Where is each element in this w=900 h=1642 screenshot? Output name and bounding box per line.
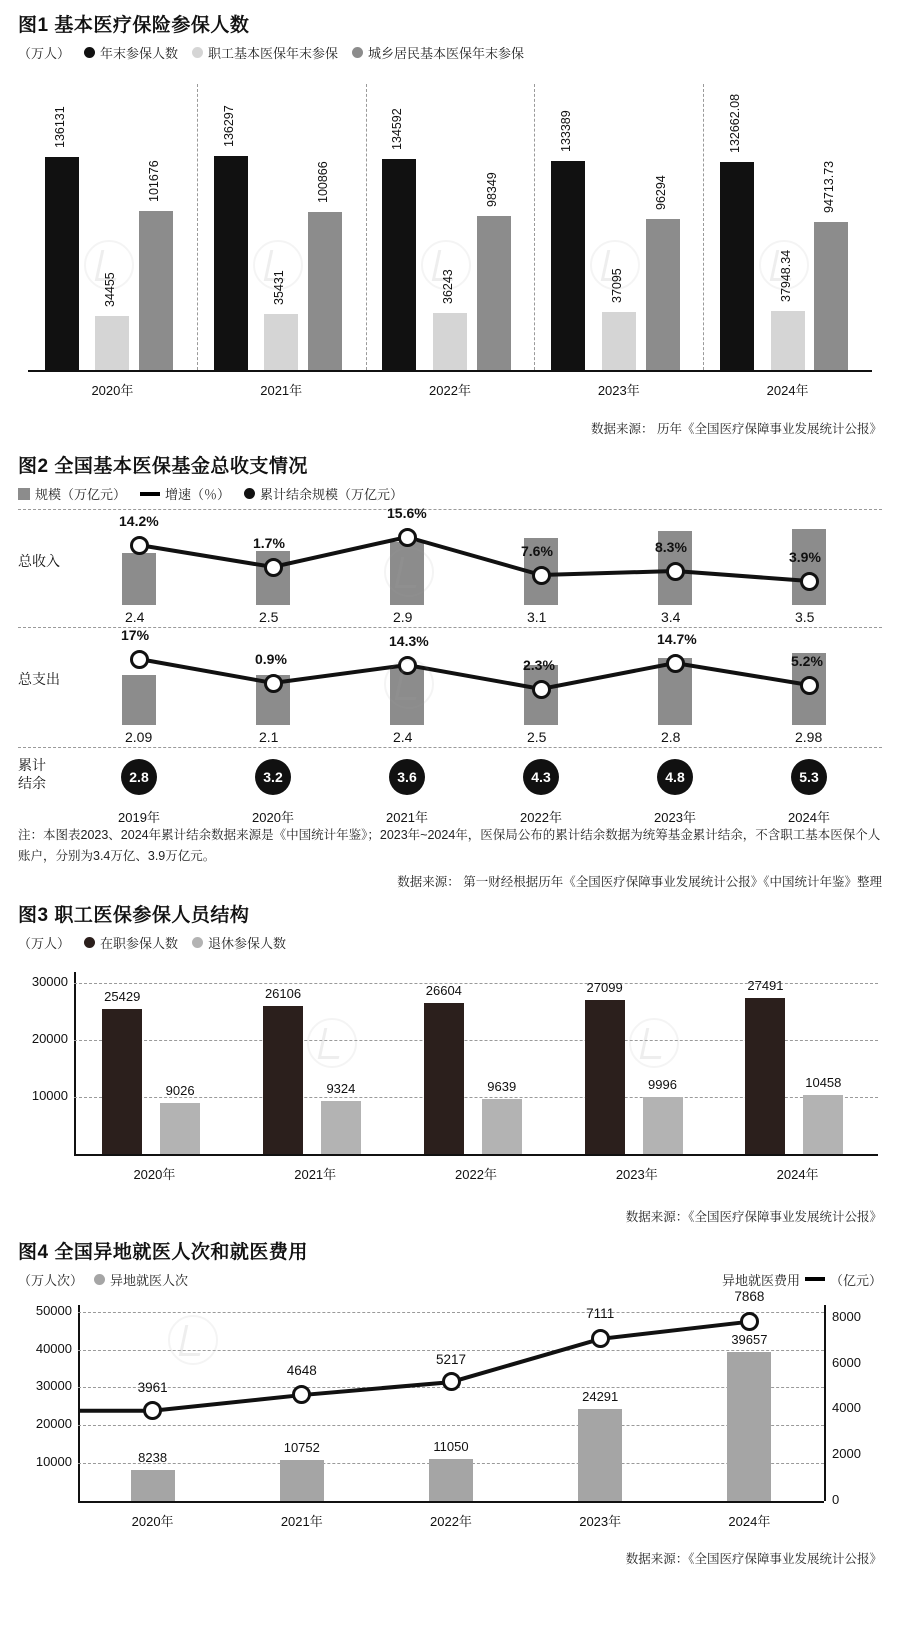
figure-4-title: 图4 全国异地就医人次和就医费用 xyxy=(18,1241,308,1263)
x-tick-label: 2023年 xyxy=(597,383,640,398)
bar-active xyxy=(102,1009,142,1154)
line-value-label: 7868 xyxy=(734,1289,765,1305)
bar-value-label xyxy=(390,108,404,153)
bar xyxy=(602,312,636,370)
bar-value-label xyxy=(103,272,117,310)
legend-label: 年末参保人数 xyxy=(100,46,179,61)
bar-value-text: 37095 xyxy=(609,268,624,303)
bar-value-label xyxy=(147,160,161,205)
bar xyxy=(477,216,511,370)
x-tick-label: 2020年 xyxy=(133,1166,176,1182)
legend-line-icon xyxy=(140,492,160,496)
bar-value-text: 35431 xyxy=(272,270,287,305)
bar xyxy=(264,314,298,370)
value-label-income: 3.5 xyxy=(795,609,815,625)
x-tick-label: 2022年 xyxy=(455,1166,497,1182)
bar-active xyxy=(424,1003,464,1154)
value-label-expense: 2.8 xyxy=(661,729,681,745)
row-label-balance-line2: 结余 xyxy=(18,774,46,791)
bar-value-label: 39657 xyxy=(731,1331,768,1347)
figure-1-unit: （万人） xyxy=(18,46,71,61)
row-label-income: 总收入 xyxy=(18,553,60,569)
legend-item-active xyxy=(84,933,178,952)
line-marker xyxy=(398,656,417,675)
figure-2-title: 图2 全国基本医保基金总收支情况 xyxy=(18,456,308,477)
watermark-logo xyxy=(629,1018,679,1068)
bar-retired xyxy=(803,1095,843,1154)
figure-2-source: 数据来源： 第一财经根据历年《全国医疗保障事业发展统计公报》《中国统计年鉴》整理 xyxy=(397,874,882,889)
figure-2-section xyxy=(0,437,900,890)
x-axis xyxy=(28,370,872,372)
figure-4-unit-right: （亿元） xyxy=(829,1272,882,1288)
x-tick-label: 2024年 xyxy=(766,383,809,398)
bar-value-label: 11050 xyxy=(433,1438,469,1454)
bar-retired xyxy=(160,1103,200,1154)
x-tick-label: 2024年 xyxy=(776,1166,819,1182)
growth-label-expense: 2.3% xyxy=(523,657,555,673)
legend-dot-icon xyxy=(192,47,203,58)
figure-3-legend xyxy=(18,933,882,952)
bar-value-text: 134592 xyxy=(390,108,405,150)
legend-dot-icon xyxy=(352,47,363,58)
x-tick-label: 2024年 xyxy=(788,810,830,825)
bar-value-text: 133389 xyxy=(559,110,574,152)
bar-value-label xyxy=(610,268,624,306)
growth-label-expense: 14.3% xyxy=(389,633,429,649)
bar-value-label xyxy=(779,250,793,305)
line-marker xyxy=(143,1401,162,1420)
bar xyxy=(45,157,79,370)
bar-value-label xyxy=(822,161,836,216)
legend-item-total xyxy=(84,43,178,62)
x-tick-label: 2020年 xyxy=(252,810,294,825)
bar-value-text: 136131 xyxy=(52,106,67,148)
bar-value-label: 25429 xyxy=(104,988,141,1004)
y-tick-label-right: 8000 xyxy=(832,1309,861,1325)
growth-label-income: 8.3% xyxy=(655,539,687,555)
legend-group-left xyxy=(18,1270,188,1289)
row-label-balance xyxy=(18,757,46,792)
legend-label: 异地就医人次 xyxy=(110,1272,189,1288)
bar-value-label: 10752 xyxy=(283,1439,320,1455)
x-axis xyxy=(74,1154,878,1156)
value-label-income: 2.5 xyxy=(259,609,279,625)
value-label-expense: 2.98 xyxy=(795,729,823,745)
bar-value-label: 27491 xyxy=(747,977,784,993)
bar xyxy=(646,219,680,370)
bar-value-label xyxy=(485,172,499,210)
bar-value-text: 101676 xyxy=(147,160,162,202)
legend-label: 在职参保人数 xyxy=(100,935,179,951)
bar-active xyxy=(585,1000,625,1154)
line-value-label: 5217 xyxy=(435,1351,467,1367)
value-label-income: 3.1 xyxy=(527,609,547,625)
legend-line-icon xyxy=(805,1277,825,1281)
bar-value-label: 9639 xyxy=(487,1078,517,1094)
bar xyxy=(214,156,248,370)
bar xyxy=(95,316,129,370)
bar-value-label xyxy=(441,269,455,307)
growth-label-income: 14.2% xyxy=(119,513,159,529)
bar-value-label: 9996 xyxy=(648,1076,677,1092)
line-value-label: 3961 xyxy=(137,1380,168,1396)
line-marker xyxy=(591,1329,610,1348)
row-label-expense: 总支出 xyxy=(18,671,60,687)
line-value-label: 7111 xyxy=(586,1306,615,1322)
value-label-income: 3.4 xyxy=(661,609,681,625)
figure-4-section xyxy=(0,1225,900,1581)
figure-1-section xyxy=(0,0,900,437)
x-tick-label: 2022年 xyxy=(430,1513,472,1529)
bar xyxy=(433,313,467,370)
bar-value-label xyxy=(272,270,286,308)
x-tick-label: 2020年 xyxy=(131,1513,174,1529)
bar-active xyxy=(263,1006,303,1154)
growth-label-income: 1.7% xyxy=(253,535,285,551)
bar-value-label xyxy=(728,94,742,156)
line-marker xyxy=(666,654,685,673)
value-label-expense: 2.09 xyxy=(125,729,153,745)
legend-group-right xyxy=(722,1270,882,1289)
x-tick-label: 2021年 xyxy=(294,1166,337,1182)
bar xyxy=(382,159,416,370)
bar-value-label xyxy=(316,161,330,206)
bar xyxy=(771,311,805,370)
row-divider xyxy=(18,747,882,748)
value-label-expense: 2.1 xyxy=(259,729,279,745)
line-marker xyxy=(800,676,819,695)
y-tick-label-left: 30000 xyxy=(35,1378,72,1394)
y-tick-label-right: 2000 xyxy=(832,1445,861,1461)
legend-dot-icon xyxy=(84,937,95,948)
x-tick-label: 2022年 xyxy=(520,810,562,825)
balance-bubble: 4.3 xyxy=(523,759,559,795)
bar-value-label: 26604 xyxy=(425,982,462,998)
x-tick-label: 2023年 xyxy=(579,1513,622,1529)
bar-value-text: 94713.73 xyxy=(822,160,837,213)
x-tick-label: 2021年 xyxy=(386,810,428,825)
legend-item-resident xyxy=(352,43,524,62)
y-tick-label-right: 6000 xyxy=(832,1354,861,1370)
figure-1-title: 图1 基本医疗保险参保人数 xyxy=(18,15,250,36)
bar-value-text: 36243 xyxy=(441,269,455,304)
bar-value-label: 24291 xyxy=(582,1388,619,1404)
bar-value-text: 96294 xyxy=(653,175,668,210)
legend-label: 职工基本医保年末参保 xyxy=(208,46,339,61)
bar-value-label xyxy=(222,105,236,150)
value-label-income: 2.4 xyxy=(125,609,145,625)
group-divider xyxy=(534,84,535,370)
group-divider xyxy=(197,84,198,370)
x-tick-label: 2019年 xyxy=(118,810,160,825)
line-marker xyxy=(264,674,283,693)
legend-dot-icon xyxy=(244,488,255,499)
growth-label-income: 3.9% xyxy=(789,549,821,565)
balance-bubble: 2.8 xyxy=(121,759,157,795)
growth-label-expense: 17% xyxy=(121,627,150,643)
line-marker xyxy=(532,680,551,699)
figure-4-source: 数据来源：《全国医疗保障事业发展统计公报》 xyxy=(625,1551,882,1566)
group-divider xyxy=(366,84,367,370)
bar-value-label xyxy=(53,106,67,151)
row-label-balance-line1: 累计 xyxy=(18,757,46,773)
bar xyxy=(720,162,754,370)
growth-label-expense: 14.7% xyxy=(657,631,697,647)
x-tick-label: 2024年 xyxy=(728,1513,771,1529)
legend-dot-icon xyxy=(84,47,95,58)
line-marker xyxy=(740,1312,759,1331)
legend-item-retired xyxy=(192,933,286,952)
watermark-logo xyxy=(307,1018,357,1068)
y-tick-label-left: 10000 xyxy=(35,1453,72,1469)
figure-1-plot xyxy=(18,70,882,415)
x-tick-label: 2020年 xyxy=(91,383,134,398)
balance-bubble: 4.8 xyxy=(657,759,693,795)
bar-retired xyxy=(321,1101,361,1154)
bar-retired xyxy=(482,1099,522,1154)
figure-3-section xyxy=(0,890,900,1225)
y-axis xyxy=(74,972,76,1154)
growth-label-income: 7.6% xyxy=(521,543,553,559)
bar-value-label xyxy=(654,175,668,213)
line-marker xyxy=(130,650,149,669)
value-label-expense: 2.4 xyxy=(393,729,413,745)
y-tick-label-left: 20000 xyxy=(35,1416,72,1432)
group-divider xyxy=(703,84,704,370)
bar xyxy=(814,222,848,370)
bar xyxy=(308,212,342,370)
figure-1-source: 数据来源： 历年《全国医疗保障事业发展统计公报》 xyxy=(591,422,882,436)
x-tick-label: 2022年 xyxy=(429,383,471,398)
legend-label: 城乡居民基本医保年末参保 xyxy=(368,46,525,61)
legend-label: 异地就医费用 xyxy=(721,1272,800,1288)
y-tick-label-right: 4000 xyxy=(832,1400,861,1416)
y-tick-label: 20000 xyxy=(31,1030,68,1046)
legend-item-employee xyxy=(192,43,338,62)
x-tick-label: 2023年 xyxy=(654,810,696,825)
y-tick-label: 30000 xyxy=(31,973,68,989)
balance-bubble: 3.6 xyxy=(389,759,425,795)
legend-dot-icon xyxy=(94,1274,105,1285)
bar xyxy=(551,161,585,370)
line-value-label: 4648 xyxy=(286,1362,317,1378)
value-label-income: 2.9 xyxy=(393,609,413,625)
legend-item-balance xyxy=(244,484,403,503)
legend-item-growth xyxy=(140,484,230,503)
bar-value-label xyxy=(559,110,573,155)
figure-2-note: 注：本图表2023、2024年累计结余数据来源是《中国统计年鉴》；2023年~2024年，医保局公布的累计结余数据为统筹基金累计结余，不含职工基本医保个人账户，分别为3.4万亿、3.9万亿元。 xyxy=(18,828,881,864)
bar xyxy=(139,211,173,370)
legend-label: 增速（％） xyxy=(165,487,231,502)
x-tick-label: 2021年 xyxy=(280,1513,323,1529)
bar-value-label: 8238 xyxy=(138,1449,168,1465)
bar-value-text: 34455 xyxy=(103,272,118,307)
y-tick-label-left: 50000 xyxy=(35,1303,72,1319)
bar-value-text: 100866 xyxy=(316,161,331,203)
figure-3-title: 图3 职工医保参保人员结构 xyxy=(18,904,250,926)
growth-label-expense: 0.9% xyxy=(255,651,287,667)
bar-value-label: 10458 xyxy=(805,1074,842,1090)
legend-square-icon xyxy=(18,488,30,500)
bar-active xyxy=(745,998,785,1154)
growth-label-income: 15.6% xyxy=(387,505,427,521)
legend-label: 退休参保人数 xyxy=(208,935,287,951)
figure-3-source: 数据来源：《全国医疗保障事业发展统计公报》 xyxy=(625,1209,882,1224)
legend-label: 规模（万亿元） xyxy=(35,487,127,502)
bar-value-text: 132662.08 xyxy=(727,93,742,153)
y-tick-label-left: 40000 xyxy=(35,1340,72,1356)
bar-retired xyxy=(643,1097,683,1154)
bar-value-label: 9026 xyxy=(165,1082,195,1098)
bar-value-label: 27099 xyxy=(586,979,623,995)
bar-value-label: 26106 xyxy=(264,985,302,1001)
figure-2-plot xyxy=(18,505,882,825)
y-tick-label: 10000 xyxy=(31,1087,68,1103)
bar-value-text: 136297 xyxy=(221,105,236,147)
bar-value-text: 37948.34 xyxy=(778,249,793,302)
growth-label-expense: 5.2% xyxy=(791,653,823,669)
y-tick-label-right: 0 xyxy=(832,1491,840,1507)
line-marker xyxy=(442,1372,461,1391)
legend-item-scale xyxy=(18,484,126,503)
value-label-expense: 2.5 xyxy=(527,729,547,745)
figure-4-legend xyxy=(18,1270,882,1289)
legend-dot-icon xyxy=(192,937,203,948)
figure-4-plot xyxy=(18,1289,882,1545)
x-tick-label: 2021年 xyxy=(260,383,303,398)
figure-4-unit-left: （万人次） xyxy=(18,1272,84,1288)
figure-1-legend xyxy=(18,43,882,62)
x-tick-label: 2023年 xyxy=(615,1166,658,1182)
figure-2-legend xyxy=(18,484,882,503)
figure-3-unit: （万人） xyxy=(18,935,71,951)
bar-value-text: 98349 xyxy=(484,172,499,207)
bar-value-label: 9324 xyxy=(326,1080,356,1096)
figure-3-plot xyxy=(18,958,882,1203)
balance-bubble: 5.3 xyxy=(791,759,827,795)
balance-bubble: 3.2 xyxy=(255,759,291,795)
legend-label: 累计结余规模（万亿元） xyxy=(260,487,404,502)
